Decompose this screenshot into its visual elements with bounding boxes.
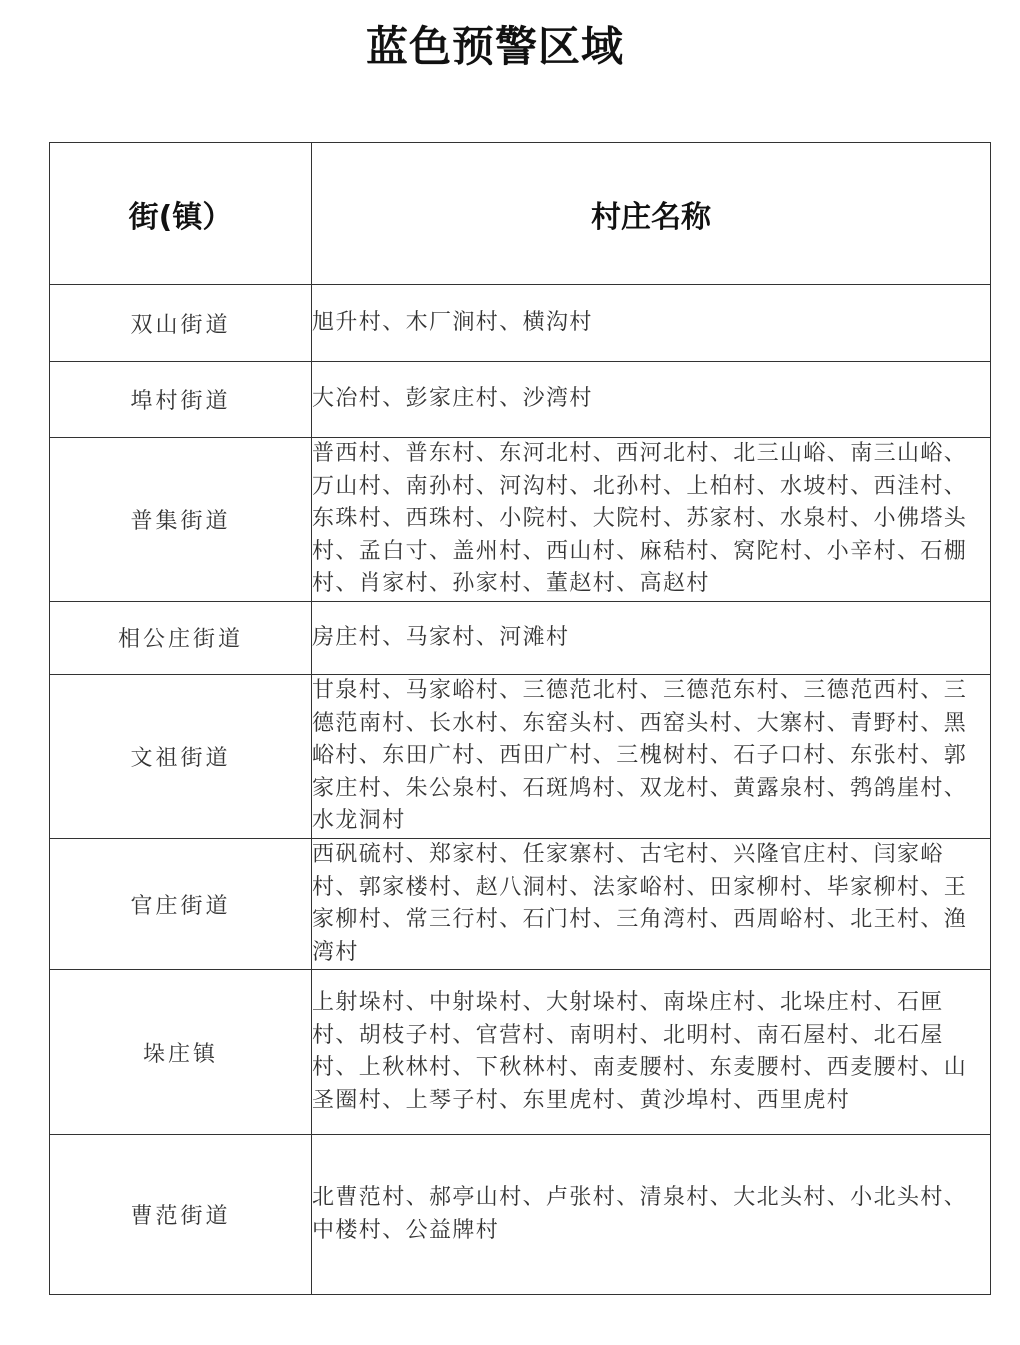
villages-text: 上射垛村、中射垛村、大射垛村、南垛庄村、北垛庄村、石匣村、胡枝子村、官营村、南明村、北明村、南石屋村、北石屋村、上秋林村、下秋林村、南麦腰村、东麦腰村、西麦腰村、山圣圈村、上琴子村、东里虎村、黄沙埠村、西里虎村 bbox=[312, 990, 968, 1113]
table-row bbox=[50, 674, 991, 838]
table-row bbox=[50, 438, 991, 602]
villages-text: 房庄村、马家村、河滩村 bbox=[312, 624, 570, 650]
table-row bbox=[50, 285, 991, 362]
villages-text: 旭升村、木厂涧村、横沟村 bbox=[312, 309, 593, 335]
town-cell: 文祖街道 bbox=[50, 674, 312, 838]
villages-text: 甘泉村、马家峪村、三德范北村、三德范东村、三德范西村、三德范南村、长水村、东窑头村、西窑头村、大寨村、青野村、黑峪村、东田广村、西田广村、三槐树村、石子口村、东张村、郭家庄村、朱公泉村、石斑鸠村、双龙村、黄露泉村、鹁鸽崖村、水龙洞村 bbox=[312, 677, 968, 834]
villages-text: 北曹范村、郝亭山村、卢张村、清泉村、大北头村、小北头村、中楼村、公益牌村 bbox=[312, 1185, 968, 1243]
villages-cell bbox=[312, 285, 991, 362]
villages-cell bbox=[312, 1135, 991, 1295]
villages-text: 大冶村、彭家庄村、沙湾村 bbox=[312, 386, 593, 412]
table-row bbox=[50, 970, 991, 1135]
town-cell: 普集街道 bbox=[50, 438, 312, 602]
villages-cell bbox=[312, 601, 991, 674]
table-row bbox=[50, 1135, 991, 1295]
town-cell: 曹范街道 bbox=[50, 1135, 312, 1295]
town-cell: 埠村街道 bbox=[50, 362, 312, 438]
villages-cell bbox=[312, 438, 991, 602]
villages-cell bbox=[312, 674, 991, 838]
header-town: 街(镇） bbox=[50, 143, 312, 285]
villages-cell bbox=[312, 970, 991, 1135]
table-header-row bbox=[50, 143, 991, 285]
town-cell: 相公庄街道 bbox=[50, 601, 312, 674]
table-row bbox=[50, 601, 991, 674]
villages-cell bbox=[312, 362, 991, 438]
page-title: 蓝色预警区域 bbox=[365, 22, 624, 71]
table-row bbox=[50, 838, 991, 969]
villages-text: 普西村、普东村、东河北村、西河北村、北三山峪、南三山峪、万山村、南孙村、河沟村、北孙村、上柏村、水坡村、西洼村、东珠村、西珠村、小院村、大院村、苏家村、水泉村、小佛塔头村、孟白寸、盖州村、西山村、麻秸村、窝陀村、小辛村、石棚村、肖家村、孙家村、董赵村、高赵村 bbox=[312, 441, 968, 597]
villages-text: 西矾硫村、郑家村、任家寨村、古宅村、兴隆官庄村、闫家峪村、郭家楼村、赵八洞村、法家峪村、田家柳村、毕家柳村、王家柳村、常三行村、石门村、三角湾村、西周峪村、北王村、渔湾村 bbox=[312, 841, 968, 965]
warning-zone-table bbox=[49, 142, 991, 1295]
town-cell: 垛庄镇 bbox=[50, 970, 312, 1135]
header-villages: 村庄名称 bbox=[312, 143, 991, 285]
town-cell: 双山街道 bbox=[50, 285, 312, 362]
table-row bbox=[50, 362, 991, 438]
town-cell: 官庄街道 bbox=[50, 838, 312, 969]
villages-cell bbox=[312, 838, 991, 969]
